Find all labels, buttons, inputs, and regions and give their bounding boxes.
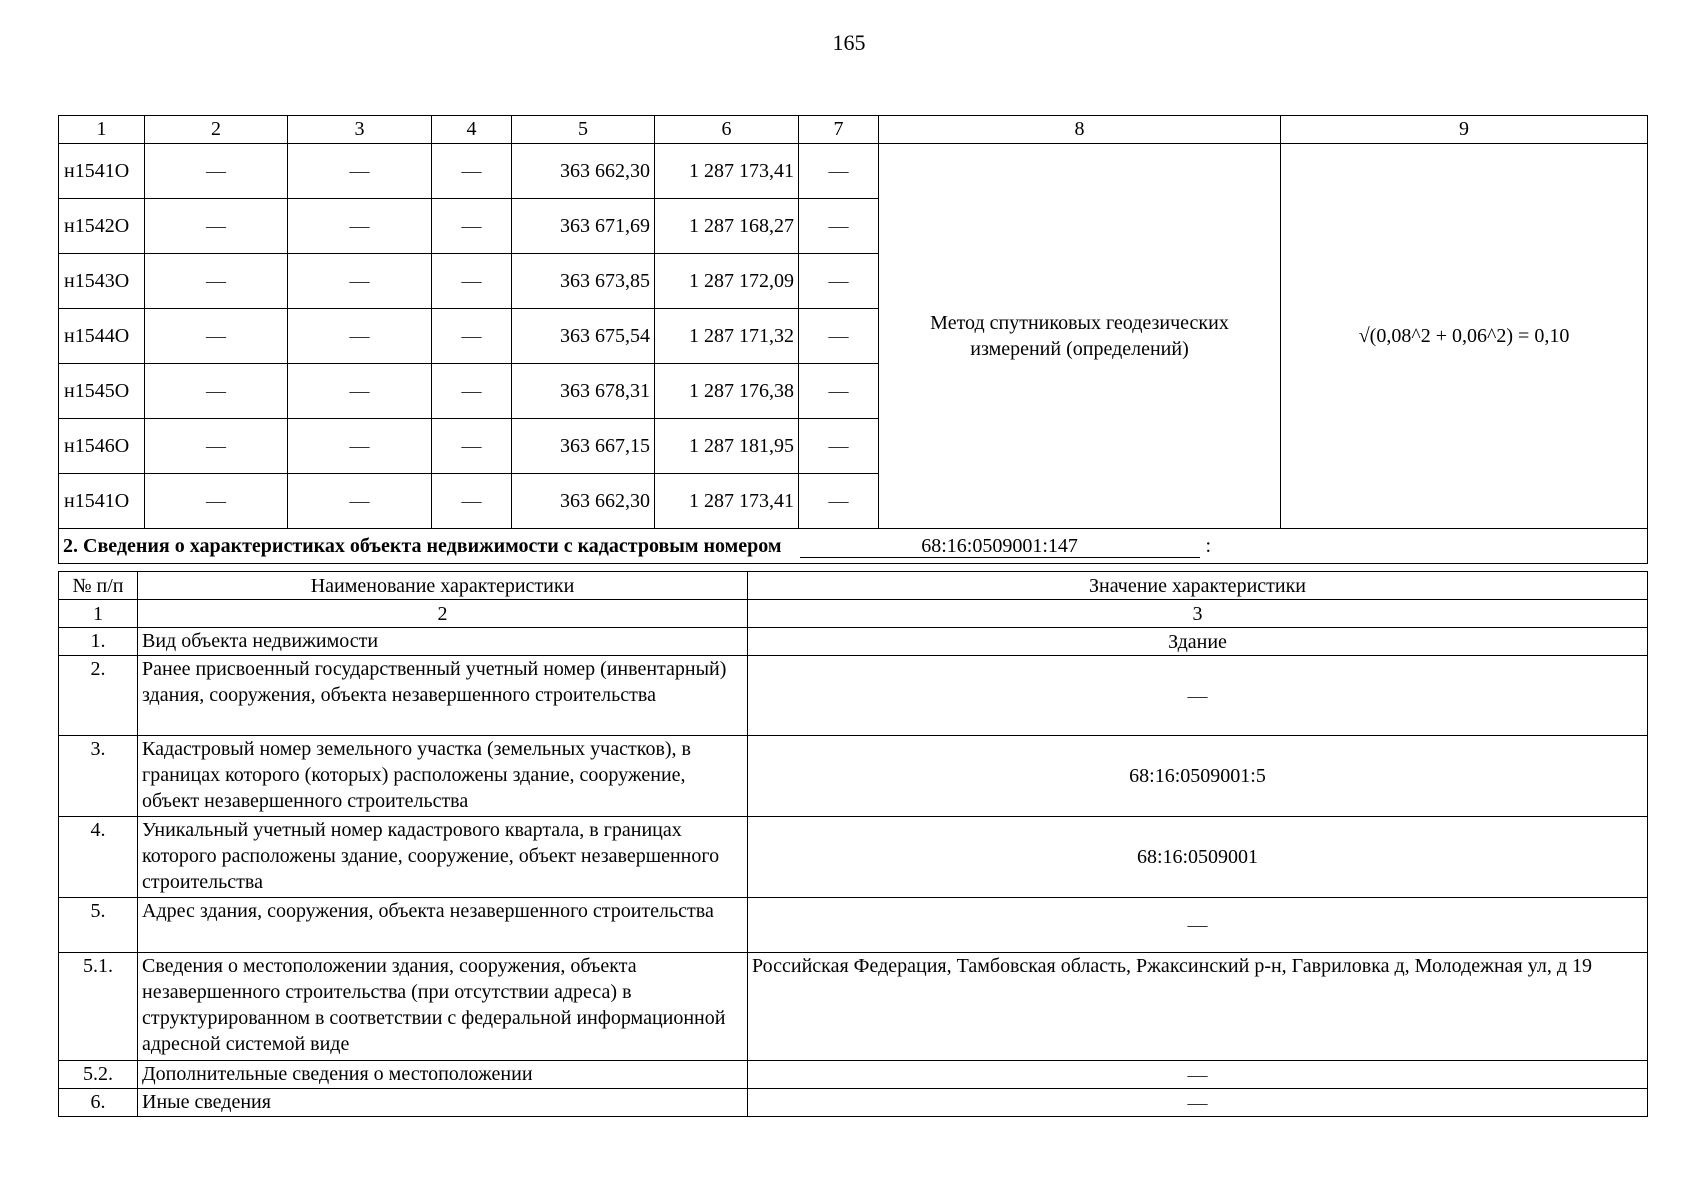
coordinate-x: 363 678,31 [512,364,655,419]
coordinate-x: 363 673,85 [512,254,655,309]
point-name: н1542О [59,199,145,254]
characteristic-row [59,628,1648,656]
coordinate-row [59,144,1648,199]
section-2-row [59,529,1648,564]
characteristic-row [59,817,1648,898]
empty-value: — [799,309,879,364]
column-number: 2 [138,600,748,628]
point-name: н1541О [59,144,145,199]
empty-value: — [432,364,512,419]
empty-value: — [288,309,432,364]
column-number: 1 [59,600,138,628]
coordinate-x: 363 662,30 [512,474,655,529]
column-number: 3 [748,600,1648,628]
characteristic-row [59,898,1648,953]
coordinate-y: 1 287 172,09 [655,254,799,309]
empty-value: — [799,419,879,474]
empty-value: — [145,474,288,529]
column-number: 3 [288,116,432,144]
coordinate-y: 1 287 176,38 [655,364,799,419]
empty-value: — [288,474,432,529]
coordinates-table [58,115,1648,564]
coordinate-x: 363 662,30 [512,144,655,199]
row-number: 5. [59,898,138,953]
row-number: 2. [59,656,138,736]
section-2-heading [59,529,1648,564]
coordinate-x: 363 667,15 [512,419,655,474]
characteristic-value: Здание [748,628,1648,656]
characteristics-column-number-row [59,600,1648,628]
characteristic-value: — [748,1061,1648,1089]
empty-value: — [288,199,432,254]
characteristic-value: — [748,656,1648,736]
empty-value: — [145,419,288,474]
empty-value: — [288,419,432,474]
column-number: 4 [432,116,512,144]
coordinate-x: 363 671,69 [512,199,655,254]
empty-value: — [432,144,512,199]
empty-value: — [432,474,512,529]
coordinate-x: 363 675,54 [512,309,655,364]
column-number: 5 [512,116,655,144]
characteristic-row [59,656,1648,736]
point-name: н1544О [59,309,145,364]
empty-value: — [432,254,512,309]
characteristic-value: — [748,898,1648,953]
empty-value: — [799,199,879,254]
row-number: 1. [59,628,138,656]
row-number: 4. [59,817,138,898]
row-number: 5.1. [59,953,138,1061]
characteristics-table [58,571,1648,1117]
characteristic-row [59,736,1648,817]
characteristic-name: Сведения о местоположении здания, сооружения, объекта незавершенного строительства (при отсутствии адреса) в структурированном в соответствии с федеральной информационной адресной системой виде [138,953,748,1061]
empty-value: — [145,254,288,309]
accuracy-cell: √(0,08^2 + 0,06^2) = 0,10 [1281,144,1648,529]
characteristic-value: 68:16:0509001:5 [748,736,1648,817]
empty-value: — [145,144,288,199]
point-name: н1543О [59,254,145,309]
column-number: 6 [655,116,799,144]
method-cell: Метод спутниковых геодезических измерений (определений) [879,144,1281,529]
row-number: 6. [59,1089,138,1117]
coordinate-y: 1 287 171,32 [655,309,799,364]
empty-value: — [432,309,512,364]
empty-value: — [432,419,512,474]
characteristic-name: Вид объекта недвижимости [138,628,748,656]
point-name: н1545О [59,364,145,419]
empty-value: — [288,144,432,199]
characteristic-value: 68:16:0509001 [748,817,1648,898]
coordinate-y: 1 287 173,41 [655,474,799,529]
row-number: 3. [59,736,138,817]
characteristic-name: Адрес здания, сооружения, объекта незавершенного строительства [138,898,748,953]
section-2-colon: : [1205,534,1212,557]
column-number: 8 [879,116,1281,144]
characteristic-name: Уникальный учетный номер кадастрового квартала, в границах которого расположены здание, сооружение, объект незавершенного строительства [138,817,748,898]
section-2-title: 2. Сведения о характеристиках объекта недвижимости с кадастровым номером [63,534,782,557]
coordinate-y: 1 287 181,95 [655,419,799,474]
column-number-row [59,116,1648,144]
row-number: 5.2. [59,1061,138,1089]
characteristic-value: — [748,1089,1648,1117]
header-number: № п/п [59,572,138,600]
characteristic-row [59,953,1648,1061]
column-number: 1 [59,116,145,144]
empty-value: — [432,199,512,254]
characteristic-name: Ранее присвоенный государственный учетный номер (инвентарный) здания, сооружения, объекта незавершенного строительства [138,656,748,736]
empty-value: — [799,254,879,309]
characteristic-name: Дополнительные сведения о местоположении [138,1061,748,1089]
empty-value: — [288,364,432,419]
coordinate-y: 1 287 168,27 [655,199,799,254]
characteristic-name: Кадастровый номер земельного участка (земельных участков), в границах которого (которых) расположены здание, сооружение, объект незавершенного строительства [138,736,748,817]
characteristic-name: Иные сведения [138,1089,748,1117]
empty-value: — [145,309,288,364]
cadastral-number: 68:16:0509001:147 [800,535,1200,558]
empty-value: — [145,364,288,419]
empty-value: — [145,199,288,254]
header-name: Наименование характеристики [138,572,748,600]
empty-value: — [799,474,879,529]
characteristic-row [59,1061,1648,1089]
characteristic-row [59,1089,1648,1117]
point-name: н1546О [59,419,145,474]
empty-value: — [799,364,879,419]
point-name: н1541О [59,474,145,529]
characteristics-header-row [59,572,1648,600]
column-number: 7 [799,116,879,144]
empty-value: — [799,144,879,199]
column-number: 9 [1281,116,1648,144]
header-value: Значение характеристики [748,572,1648,600]
empty-value: — [288,254,432,309]
coordinate-y: 1 287 173,41 [655,144,799,199]
characteristic-value: Российская Федерация, Тамбовская область, Ржаксинский р-н, Гавриловка д, Молодежная ул, д 19 [748,953,1648,1061]
column-number: 2 [145,116,288,144]
page-number: 165 [832,30,866,55]
